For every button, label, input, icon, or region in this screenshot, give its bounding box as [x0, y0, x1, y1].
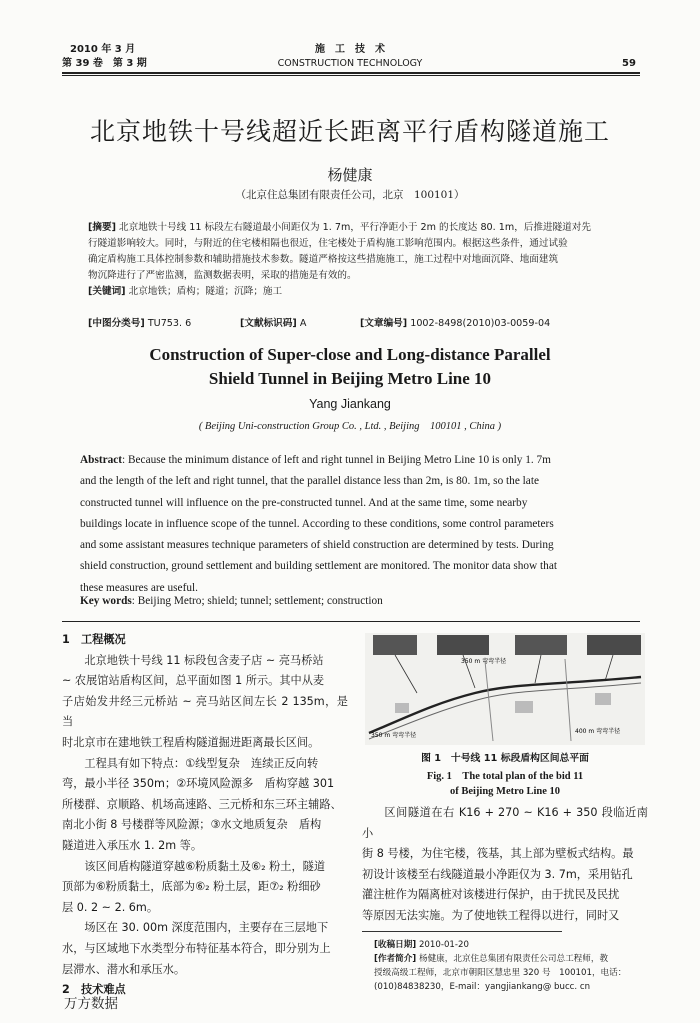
paragraph-line: 水，与区域地下水类型分布特征基本符合，即分别为上 — [62, 941, 331, 955]
keywords-cn: 北京地铁；盾构；隧道；沉降；施工 — [128, 286, 283, 297]
abstract-en-line: these measures are useful. — [80, 581, 198, 594]
abstract-en-line: buildings locate in influence scope of the tunnel. According to these conditions, some control parameters — [80, 517, 554, 530]
page-number: 59 — [622, 58, 636, 69]
abstract-cn-line: 物沉降进行了严密监测，监测数据表明，采取的措施是有效的。 — [88, 270, 357, 281]
figure-caption-cn: 图 1 十号线 11 标段盾构区间总平面 — [421, 753, 589, 764]
header-rule — [62, 72, 640, 74]
author-cn: 杨健康 — [327, 166, 373, 184]
abstract-cn-line: 北京地铁十号线 11 标段左右隧道最小间距仅为 1. 7m，平行净距小于 2m 的长度达 80. 1m，后推进隧道对先 — [119, 222, 591, 233]
paragraph-line: 子店始发井经三元桥站 ~ 亮马站区间左长 2 135m，是当 — [62, 694, 348, 729]
header-volume: 第 39 卷 第 3 期 — [62, 58, 147, 69]
paragraph-line: 所楼群、京顺路、机场高速路、三元桥和东三环主辅路、 — [62, 797, 342, 811]
paragraph-line: 时北京市在建地铁工程盾构隧道掘进距离最长区间。 — [62, 735, 320, 749]
clc-value: TU753. 6 — [147, 318, 192, 329]
footnote-rule — [362, 931, 562, 932]
paragraph-line: 区间隧道在右 K16 + 270 ~ K16 + 350 段临近南小 — [362, 806, 648, 840]
paragraph-line: 顶部为⑥粉质黏土，底部为⑥₂ 粉土层，距⑦₂ 粉细砂 — [62, 880, 321, 894]
keywords-cn-label: [关键词] — [88, 286, 126, 297]
classification-clc — [88, 317, 191, 331]
abstract-en-line: and the length of the left and right tunnel, that the parallel distance less than 2m, is 80. 1m, so the late — [80, 475, 539, 488]
header-journal-en: CONSTRUCTION TECHNOLOGY — [277, 58, 423, 69]
section-heading-1: 1 工程概况 — [62, 633, 126, 646]
paragraph-line: 层滞水、潜水和承压水。 — [62, 962, 186, 976]
header-journal-cn: 施 工 技 术 — [315, 44, 385, 55]
paragraph-line: 隧道进入承压水 1. 2m 等。 — [62, 838, 203, 852]
photo-block — [373, 635, 417, 655]
abstract-cn-line: 行隧道影响较大。同时，与附近的住宅楼相隔也很近，住宅楼处于盾构施工影响范围内。根据这些条件，通过试验 — [88, 238, 568, 249]
paragraph-line: 等原因无法实施。为了使地铁工程得以进行，同时又 — [362, 908, 620, 922]
abstract-en-line: : Because the minimum distance of left and right tunnel in Beijing Metro Line 10 is only 1. 7m — [122, 454, 551, 466]
paragraph-line: 初设计该楼至右线隧道最小净距仅为 3. 7m，采用钻孔 — [362, 867, 633, 881]
doc-label: [文献标识码] — [240, 318, 297, 329]
paragraph-line: 工程具有如下特点：①线型复杂 连续正反向转 — [84, 756, 319, 770]
author-intro-label: [作者简介] — [374, 954, 417, 964]
affiliation-cn: （北京住总集团有限责任公司，北京 100101） — [235, 189, 465, 201]
figure-caption-en2: of Beijing Metro Line 10 — [449, 786, 561, 797]
paragraph-line: 弯，最小半径 350m；②环境风险源多 盾构穿越 301 — [62, 777, 335, 791]
photo-block — [587, 635, 641, 655]
doc-value: A — [299, 318, 307, 329]
photo-block — [437, 635, 489, 655]
article-value: 1002-8498(2010)03-0059-04 — [410, 318, 551, 329]
paragraph-line: 北京地铁十号线 11 标段包含麦子店 ~ 亮马桥站 — [84, 653, 324, 667]
title-en-line1: Construction of Super-close and Long-distance Parallel — [149, 345, 551, 364]
article-label: [文章编号] — [360, 318, 408, 329]
building-block — [395, 703, 409, 713]
paragraph-line: 场区在 30. 00m 深度范围内，主要存在三层地下 — [84, 921, 329, 935]
classification-article — [360, 317, 550, 331]
clc-label: [中图分类号] — [88, 318, 145, 329]
title-en-line2: Shield Tunnel in Beijing Metro Line 10 — [208, 369, 492, 388]
title-en — [0, 343, 700, 391]
radius-label-top: 350 m 弯弯半径 — [461, 658, 507, 665]
keywords-en-text: : Beijing Metro; shield; tunnel; settlement; construction — [131, 595, 383, 607]
header-rule-thin — [62, 75, 640, 76]
author-intro: 杨健康，北京住总集团有限责任公司总工程师，教 — [418, 954, 609, 964]
photo-block — [515, 635, 567, 655]
header-date: 2010 年 3 月 — [70, 44, 136, 55]
author-intro-line: 授级高级工程师，北京市朝阳区慧忠里 320 号 100101，电话： — [374, 968, 627, 978]
section-heading-2: 2 技术难点 — [62, 983, 126, 997]
author-en: Yang Jiankang — [309, 397, 391, 411]
abstract-en-line: shield construction, ground settlement and building settlement are monitored. The monitor data show that — [80, 560, 557, 573]
abstract-cn-label: [摘要] — [88, 222, 116, 233]
paragraph-line: 南北小街 8 号楼群等风险源；③水文地质复杂 盾构 — [62, 818, 322, 832]
building-block — [595, 693, 611, 705]
watermark: 万方数据 — [64, 996, 118, 1012]
affiliation-en: ( Beijing Uni-construction Group Co. , Ltd. , Beijing 100101 , China ) — [198, 421, 502, 432]
body-right-column — [362, 803, 648, 927]
building-block — [515, 701, 533, 713]
received-label: [收稿日期] — [374, 940, 417, 950]
keywords-en-label: Key words — [80, 595, 132, 607]
author-intro-line: (010)84838230，E-mail：yangjiankang@ bucc. cn — [374, 982, 591, 992]
classification-doc — [240, 317, 306, 331]
abstract-en-label: Abstract — [80, 454, 123, 466]
abstract-cn-line: 确定盾构施工具体控制参数和辅助措施技术参数。隧道严格按这些措施施工，施工过程中对地面沉降、地面建筑 — [88, 254, 559, 265]
paragraph-line: ~ 农展馆站盾构区间，总平面如图 1 所示。其中从麦 — [62, 674, 325, 688]
received-date: 2010-01-20 — [418, 940, 469, 950]
figure-1-site-plan — [365, 633, 645, 745]
radius-label-left: 350 m 弯弯半径 — [371, 732, 417, 739]
abstract-en — [80, 450, 622, 599]
keywords-en — [80, 595, 622, 607]
footnote — [374, 938, 649, 994]
paragraph-line: 该区间盾构隧道穿越⑥粉质黏土及⑥₂ 粉土，隧道 — [84, 859, 326, 873]
paragraph-line: 层 0. 2 ~ 2. 6m。 — [62, 900, 159, 914]
abstract-en-line: and some assistant measures technique parameters of shield construction are determined by tests. During — [80, 539, 554, 552]
figure-caption-en1: Fig. 1 The total plan of the bid 11 — [426, 771, 584, 782]
body-left-column — [62, 630, 348, 1001]
abstract-en-line: constructed tunnel will influence on the pre-constructed tunnel. And at the same time, some nearby — [80, 496, 528, 509]
title-cn: 北京地铁十号线超近长距离平行盾构隧道施工 — [89, 117, 610, 146]
paragraph-line: 街 8 号楼，为住宅楼，筏基，其上部为壁板式结构。最 — [362, 847, 634, 861]
paragraph-line: 灌注桩作为隔离桩对该楼进行保护，由于扰民及民扰 — [362, 888, 620, 902]
section-divider — [62, 621, 640, 622]
radius-label-right: 400 m 弯弯半径 — [575, 728, 621, 735]
abstract-cn — [88, 220, 618, 300]
